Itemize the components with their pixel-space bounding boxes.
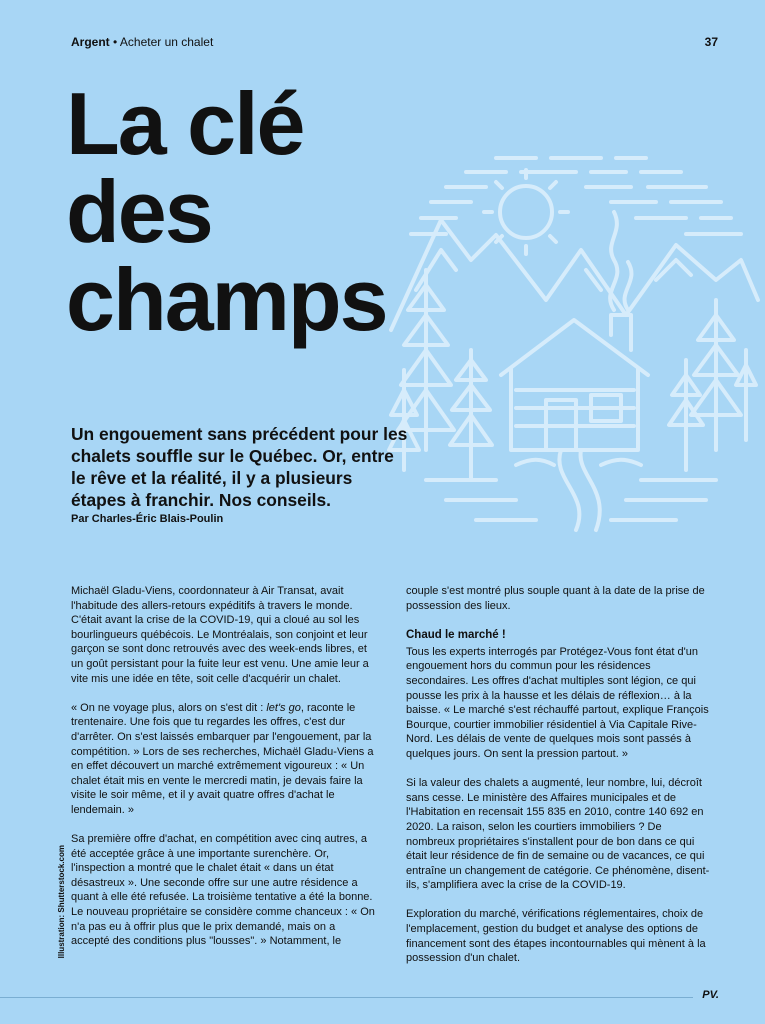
topic-label: Acheter un chalet: [119, 35, 214, 49]
footer-divider: [0, 997, 693, 998]
page-number: 37: [704, 35, 718, 49]
subheading: Chaud le marché !: [406, 628, 506, 641]
article-lede: Un engouement sans précédent pour les chalets souffle sur le Québec. Or, entre le rêve et la réalité, il y a plusieurs étapes à franchir. Nos conseils.: [71, 424, 408, 510]
body-column-1: [71, 584, 376, 963]
title-line-2: des: [66, 162, 212, 261]
article-title: [66, 74, 387, 349]
section-label: Argent: [71, 35, 110, 49]
paragraph: couple s'est montré plus souple quant à la date de la prise de possession des lieux.: [406, 585, 705, 612]
paragraph: Michaël Gladu-Viens, coordonnateur à Air Transat, avait l'habitude des allers-retours expéditifs à travers le monde. C'était avant la crise de la COVID-19, qui a cloué au sol les bourlingueurs québécois. Le Montréalais, son conjoint et leur garçon se sont donc retrouvés avec des week-ends libres, et un goût persistant pour la fuite leur est venu. Une amie leur a vite mis une idée en tête, soit celle d'acquérir un chalet.: [71, 585, 369, 685]
image-credit: Illustration: Shutterstock.com: [57, 845, 66, 959]
paragraph: Exploration du marché, vérifications réglementaires, choix de l'emplacement, gestion du budget et analyse des options de financement sont des étapes incontournables qui mènent à la possession d'un chalet.: [406, 908, 706, 965]
body-column-2: [406, 584, 711, 980]
byline: Par Charles-Éric Blais-Poulin: [71, 513, 224, 525]
cabin-illustration: [386, 150, 761, 555]
title-line-3: champs: [66, 250, 387, 349]
path-icon: [559, 450, 599, 530]
header-separator: •: [109, 35, 120, 49]
footer-logo: PV.: [702, 989, 719, 1001]
paragraph: Si la valeur des chalets a augmenté, leur nombre, lui, décroît sans cesse. Le ministère des Affaires municipales et de l'Habitation en recensait 155 835 en 2010, contre 140 692 en 2020. La raison, selon les courtiers immobiliers ? De nombreux propriétaires s'installent pour de bon dans ce qui était leur résidence de fin de semaine ou de vacances, ce qui entraîne un changement de catégorie. Ce phénomène, disent-ils, s'amplifiera avec la crise de la COVID-19.: [406, 777, 710, 892]
cabin-icon: [501, 315, 648, 450]
paragraph: Sa première offre d'achat, en compétition avec cinq autres, a été acceptée grâce à une importante surenchère. Or, l'inspection a montré que le chalet était « dans un état désastreux ». Une seconde offre sur une autre résidence a quant à elle été refusée. La troisième tentative a été la bonne. Le nouveau propriétaire se considère comme chanceux : « On n'a pas eu à offrir plus que le prix demandé, mais on a accepté des conditions plus "lousses". » Notamment, le: [71, 833, 375, 948]
paragraph: Tous les experts interrogés par Protégez-Vous font état d'un engouement hors du commun pour les résidences secondaires. Les offres d'achat multiples sont légion, ce qui pousse les prix à la hausse et les délais de réflexion… à la baisse. « Le marché s'est réchauffé partout, explique François Bourque, courtier immobilier résidentiel à Via Capitale Rive-Nord. Les délais de vente de quelques mois sont passés à quelques jours. On sent la pression partout. »: [406, 645, 709, 760]
title-line-1: La clé: [66, 74, 304, 173]
sun-icon: [484, 170, 568, 254]
sky-lines-icon: [411, 158, 741, 234]
page-header: [71, 35, 213, 49]
paragraph: « On ne voyage plus, alors on s'est dit : let's go, raconte le trentenaire. Une fois que tu regardes les offres, c'est dur d'arrêter. On s'est laissés embarquer par l'engouement, par la compétition. » Lors de ses recherches, Michaël Gladu-Viens a en effet découvert un marché extrêmement vigoureux : « Un chalet était mis en vente le mercredi matin, je devais faire la visite le soir même, et il y avait quatre offres d'achat le lendemain. »: [71, 701, 374, 816]
mountains-icon: [391, 220, 758, 330]
